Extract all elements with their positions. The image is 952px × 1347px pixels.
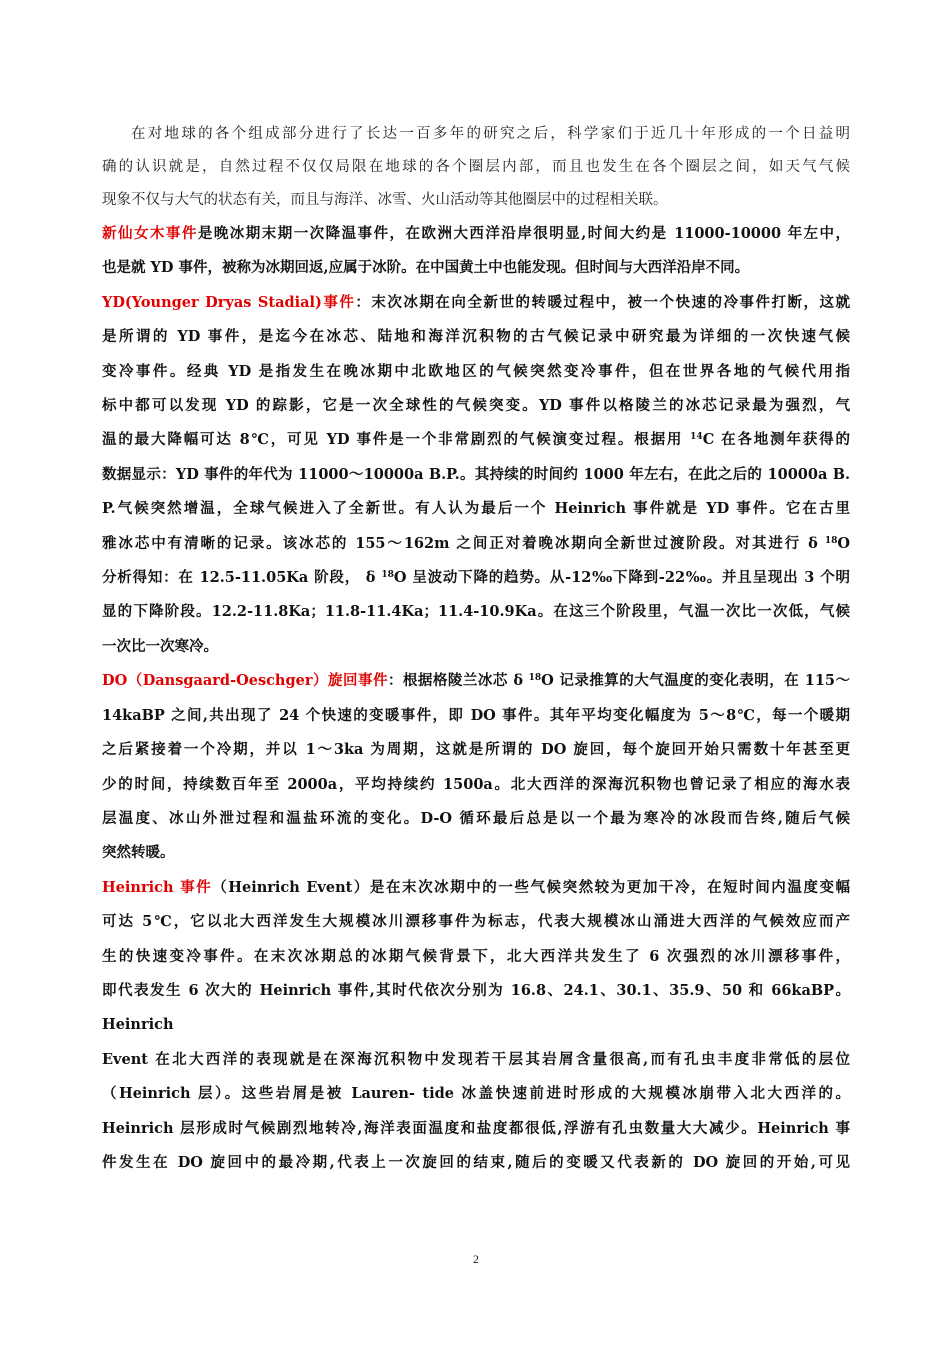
do-line <box>102 664 850 698</box>
yd-line <box>102 527 850 561</box>
yd-text: C 在各地测年获得的 <box>702 431 850 449</box>
yd-line: 是所谓的 YD 事件，是迄今在冰芯、陆地和海洋沉积物的古气候记录中研究最为详细的一次快速气候 <box>102 328 850 346</box>
yd-line: 变冷事件。经典 YD 是指发生在晚冰期中北欧地区的气候突然变冷事件，但在世界各地的气候代用指 <box>102 362 850 380</box>
heinrich-line: Heinrich 层形成时气候剧烈地转冷,海洋表面温度和盐度都很低,浮游有孔虫数量大大减少。Heinrich 事 <box>102 1119 850 1137</box>
heinrich-line: Event 在北大西洋的表现就是在深海沉积物中发现若干层其岩屑含量很高,而有孔虫丰度非常低的层位 <box>102 1050 850 1068</box>
do-line: 突然转暖。 <box>102 844 175 862</box>
xinxian-term: 新仙女木事件 <box>102 225 198 242</box>
yd-text: O 呈波动下降的趋势。从-12‰下降到-22‰。并且呈现出 3 个明 <box>393 569 850 587</box>
xinxian-line: 也是就 YD 事件，被称为冰期回返,应属于冰阶。在中国黄土中也能发现。但时间与大西洋沿岸不同。 <box>102 259 750 277</box>
do-paragraph <box>102 664 850 870</box>
yd-line <box>102 423 850 457</box>
intro-line: 现象不仅与大气的状态有关，而且与海洋、冰雪、火山活动等其他圈层中的过程相关联。 <box>102 192 668 208</box>
yd-line: 数据显示：YD 事件的年代为 11000～10000a B.P.。其持续的时间约 1000 年左右，在此之后的 10000a B. <box>102 465 850 483</box>
xinxian-paragraph <box>102 217 850 286</box>
yd-text: 温的最大降幅可达 8℃，可见 YD 事件是一个非常剧烈的气候演变过程。根据用 <box>102 431 691 449</box>
heinrich-line: 可达 5℃，它以北大西洋发生大规模冰川漂移事件为标志，代表大规模冰山涌进大西洋的气候效应而产 <box>102 913 850 931</box>
yd-text: ：末次冰期在向全新世的转暖过程中，被一个快速的冷事件打断，这就 <box>355 293 850 311</box>
yd-line: 标中都可以发现 YD 的踪影，它是一次全球性的气候突变。YD 事件以格陵兰的冰芯记录最为强烈，气 <box>102 397 850 415</box>
heinrich-term: Heinrich 事件 <box>102 878 213 896</box>
do-line: 层温度、冰山外泄过程和温盐环流的变化。D-O 循环最后总是以一个最为寒冷的冰段而告终,随后气候 <box>102 809 850 827</box>
yd-paragraph <box>102 286 850 664</box>
yd-term: YD(Younger Dryas Stadial)事件 <box>102 293 356 311</box>
intro-line: 在对地球的各个组成部分进行了长达一百多年的研究之后，科学家们于近几十年形成的一个日益明 <box>131 126 850 142</box>
do-text: O 记录推算的大气温度的变化表明，在 115～ <box>541 672 850 690</box>
intro-paragraph <box>102 118 850 217</box>
heinrich-line: 即代表发生 6 次大的 Heinrich 事件,其时代依次分别为 16.8、24.1、30.1、35.9、50 和 66kaBP。 Heinrich <box>102 981 850 1034</box>
do-term: DO（Dansgaard-Oeschger）旋回事件 <box>102 672 388 690</box>
heinrich-line <box>102 871 850 905</box>
superscript: 14 <box>690 432 703 443</box>
heinrich-line: 件发生在 DO 旋回中的最冷期,代表上一次旋回的结束,随后的变暖又代表新的 DO 旋回的开始,可见 <box>102 1153 850 1171</box>
text-column <box>102 118 850 1180</box>
yd-line: 显的下降阶段。12.2-11.8Ka；11.8-11.4Ka；11.4-10.9Ka。在这三个阶段里，气温一次比一次低，气候 <box>102 603 850 621</box>
heinrich-paragraph <box>102 871 850 1181</box>
heinrich-line: 生的快速变冷事件。在末次冰期总的冰期气候背景下，北大西洋共发生了 6 次强烈的冰川漂移事件， <box>102 947 850 965</box>
superscript: 18 <box>381 570 394 581</box>
xinxian-text: 是晚冰期末期一次降温事件，在欧洲大西洋沿岸很明显,时间大约是 11000-10000 年左中， <box>197 225 851 242</box>
heinrich-text: （Heinrich Event）是在末次冰期中的一些气候突然较为更加干冷，在短时间内温度变幅 <box>212 878 851 896</box>
yd-line <box>102 561 850 595</box>
do-text: ：根据格陵兰冰芯 δ <box>387 672 529 690</box>
xinxian-line <box>102 217 850 251</box>
yd-text: 分析得知：在 12.5-11.05Ka 阶段， δ <box>102 569 382 587</box>
yd-line <box>102 286 850 320</box>
yd-text: O <box>837 534 850 552</box>
do-line: 之后紧接着一个冷期，并以 1～3ka 为周期，这就是所谓的 DO 旋回，每个旋回开始只需数十年甚至更 <box>102 741 850 759</box>
intro-line: 确的认识就是，自然过程不仅仅局限在地球的各个圈层内部，而且也发生在各个圈层之间，如天气气候 <box>102 159 850 175</box>
do-line: 少的时间，持续数百年至 2000a，平均持续约 1500a。北大西洋的深海沉积物也曾记录了相应的海水表 <box>102 775 850 793</box>
superscript: 18 <box>824 535 838 546</box>
yd-line: 一次比一次寒冷。 <box>102 637 218 655</box>
yd-text: 雅冰芯中有清晰的记录。该冰芯的 155～162m 之间正对着晚冰期向全新世过渡阶段。对其进行 δ <box>102 534 825 552</box>
superscript: 18 <box>528 673 542 684</box>
page-number: 2 <box>473 1252 479 1266</box>
do-line: 14kaBP 之间,共出现了 24 个快速的变暖事件，即 DO 事件。其年平均变化幅度为 5～8℃，每一个暖期 <box>102 706 850 724</box>
heinrich-line: （Heinrich 层）。这些岩屑是被 Lauren- tide 冰盖快速前进时形成的大规模冰崩带入北大西洋的。 <box>102 1085 850 1103</box>
yd-line: P.气候突然增温，全球气候进入了全新世。有人认为最后一个 Heinrich 事件就是 YD 事件。它在古里 <box>102 500 850 518</box>
